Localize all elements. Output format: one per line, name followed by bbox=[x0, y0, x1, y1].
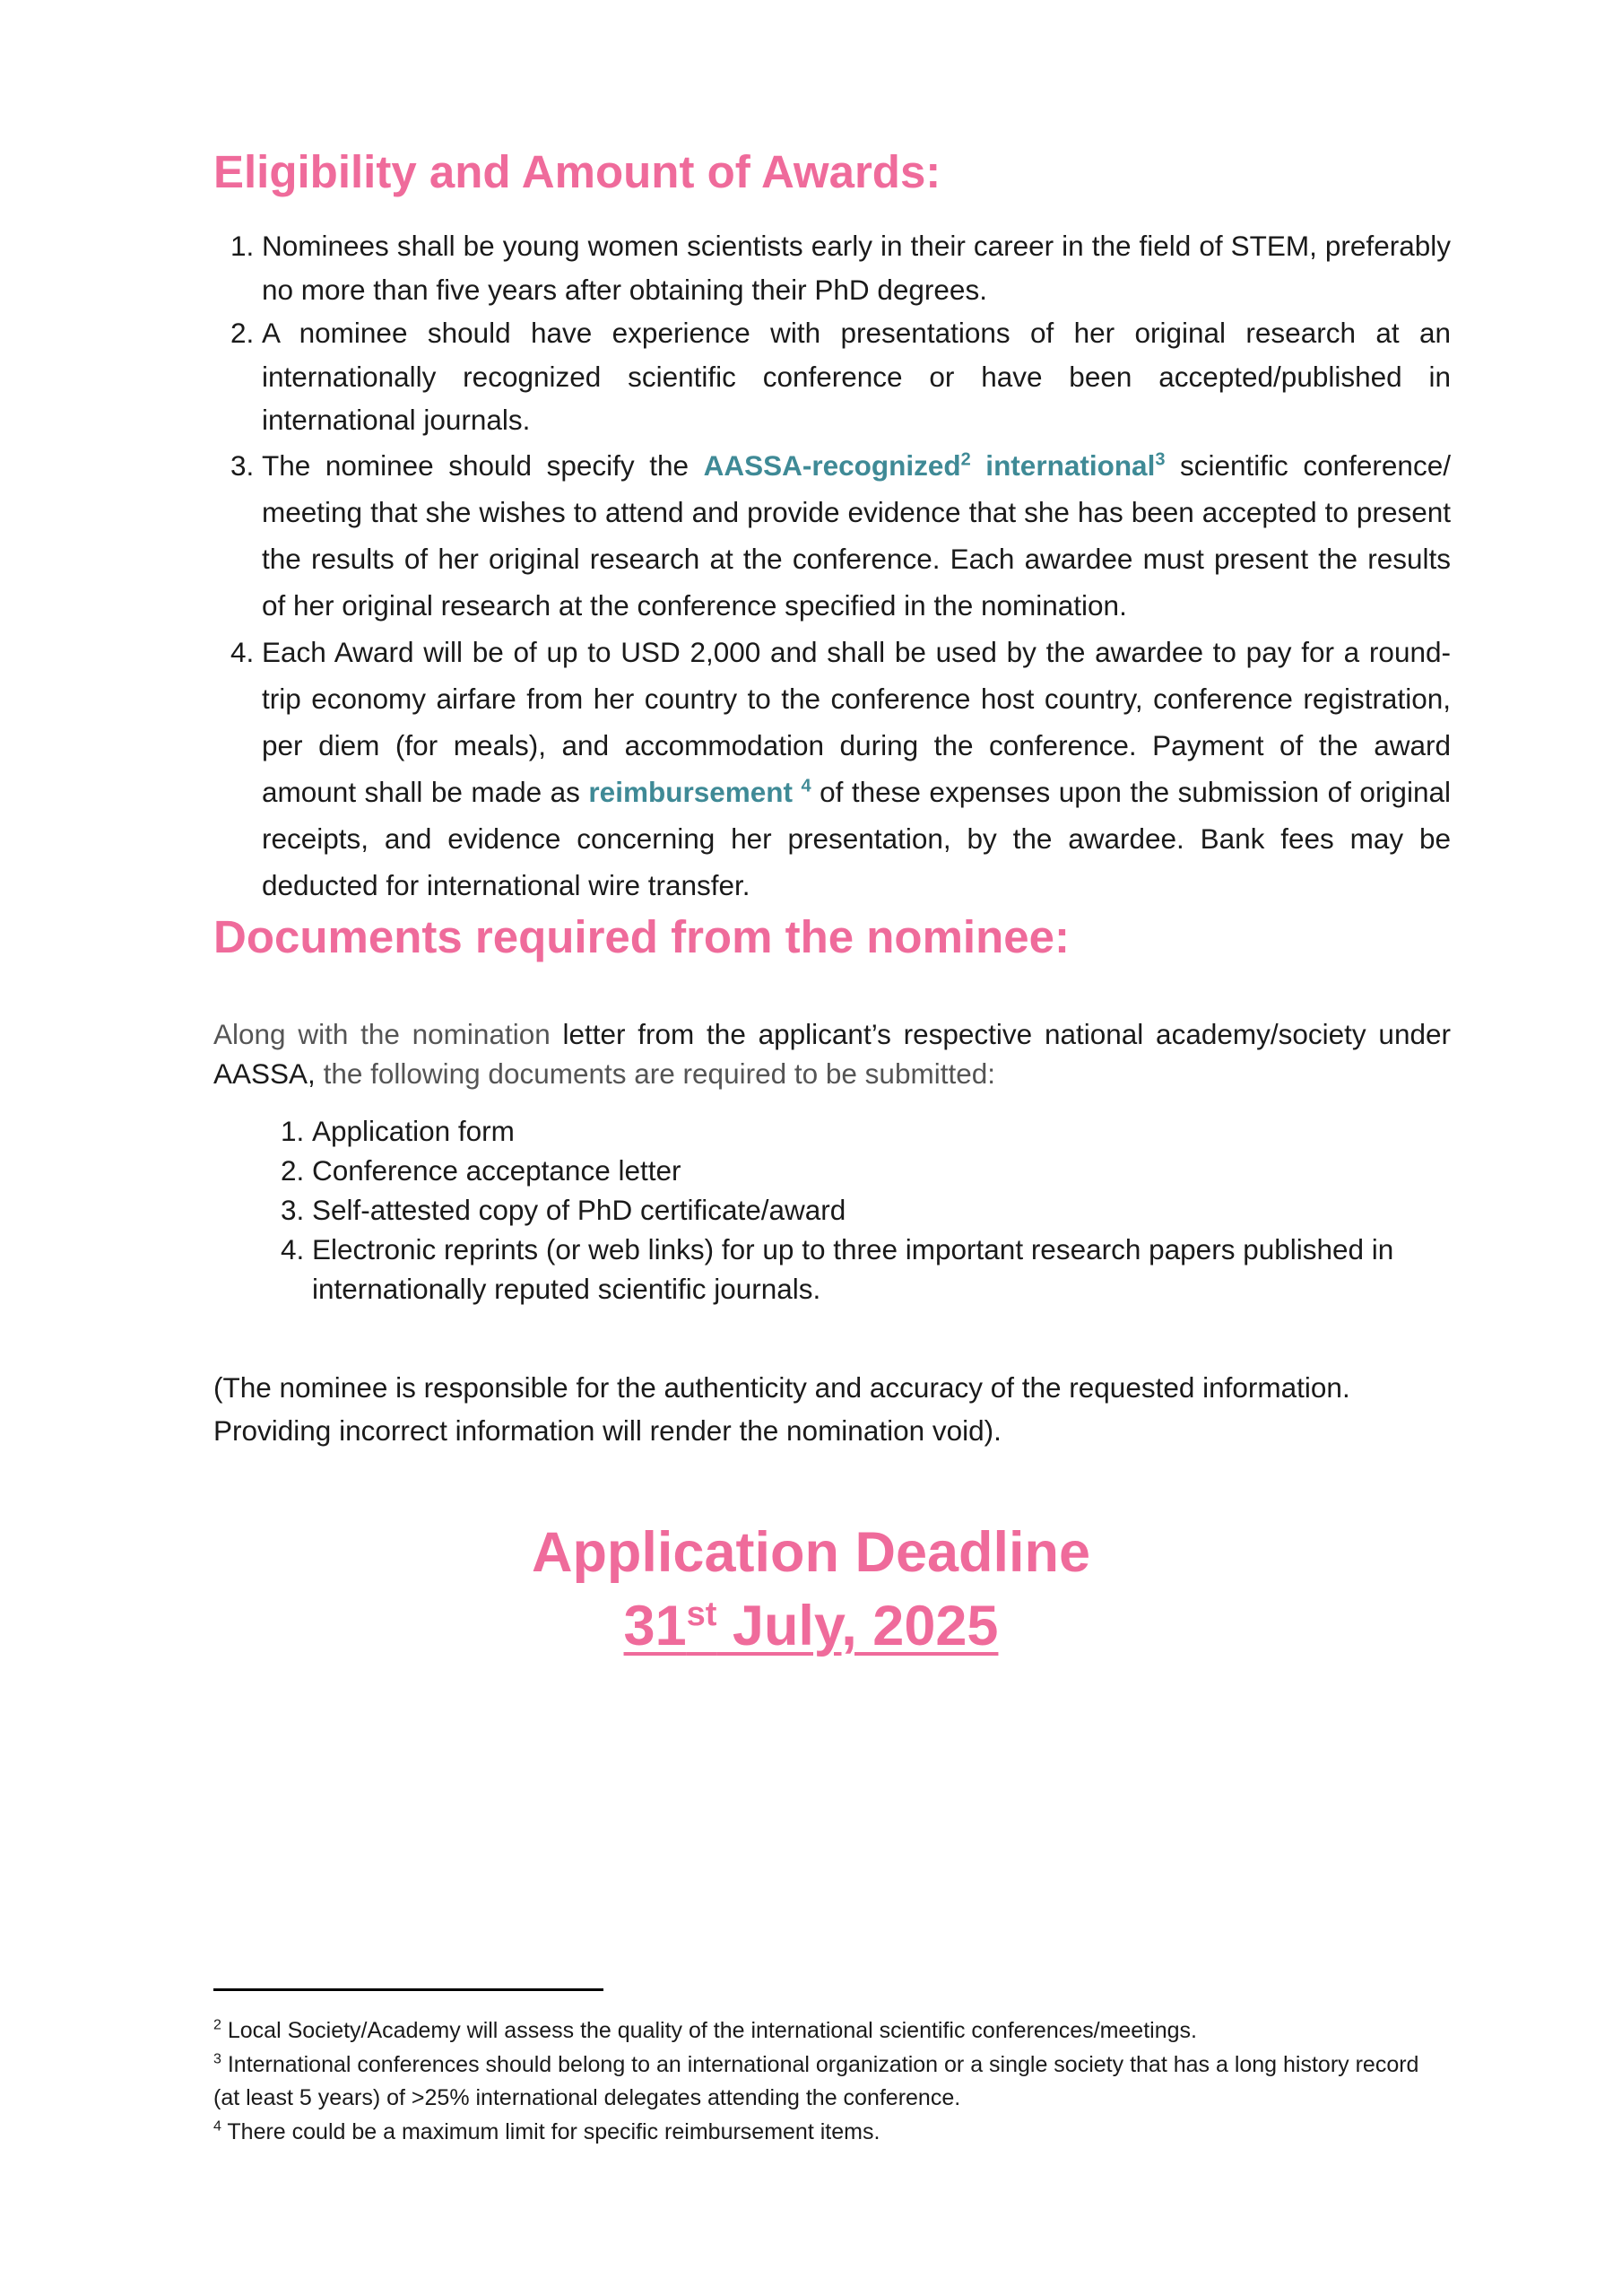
documents-list bbox=[213, 1111, 1451, 1309]
documents-intro-b: letter from the applicant’s respective national academy/society under AASSA, bbox=[213, 1017, 1451, 1090]
eligibility-item-4-post: of these expenses upon the submission of original receipts, and evidence concerning her presentation, by the awardee. Bank fees may be deducted for international wire transfer. bbox=[262, 775, 1451, 901]
eligibility-list bbox=[213, 224, 1451, 909]
footnote-ref-4[interactable]: 4 bbox=[801, 776, 811, 796]
eligibility-item-2-text: A nominee should have experience with presentations of her original research at an internationally recognized scientific conference or have been accepted/published in international journals. bbox=[262, 317, 1451, 436]
international-link-label: international bbox=[970, 448, 1156, 482]
documents-intro-c: the following documents are required to be submitted: bbox=[315, 1057, 995, 1090]
document-item-1: 1. Application form bbox=[312, 1111, 1451, 1151]
footnote-2 bbox=[213, 2014, 1451, 2048]
nominee-responsibility-note: (The nominee is responsible for the authenticity and accuracy of the requested information. Providing incorrect information will render the nomination void). bbox=[213, 1370, 1350, 1447]
eligibility-item-2 bbox=[262, 311, 1451, 442]
eligibility-item-4 bbox=[262, 629, 1451, 909]
deadline-title: Application Deadline bbox=[531, 1521, 1091, 1584]
deadline-month-year: July, 2025 bbox=[716, 1595, 999, 1657]
footnotes bbox=[213, 2014, 1451, 2149]
footnote-2-number: 2 bbox=[213, 2017, 221, 2033]
deadline-day: 31 bbox=[623, 1595, 687, 1657]
footnote-3 bbox=[213, 2048, 1451, 2116]
footnote-4-number: 4 bbox=[213, 2118, 221, 2135]
footnote-ref-2[interactable]: 2 bbox=[960, 449, 971, 469]
document-item-3: 3. Self-attested copy of PhD certificate/award bbox=[312, 1190, 1451, 1230]
footnote-3-number: 3 bbox=[213, 2051, 221, 2067]
deadline-day-suffix: st bbox=[686, 1596, 717, 1633]
main-content bbox=[213, 144, 1451, 1452]
eligibility-item-3-post: scientific conference/ meeting that she wishes to attend and provide evidence that she has been accepted to present the results of her original research at the conference. Each awardee must present the results of her original research at the conference specified in the nomination. bbox=[262, 448, 1451, 622]
eligibility-item-3-pre: The nominee should specify the bbox=[262, 448, 704, 482]
application-deadline bbox=[0, 1516, 1622, 1663]
deadline-date bbox=[624, 1589, 999, 1663]
international-link[interactable] bbox=[971, 449, 1166, 482]
footnote-4 bbox=[213, 2116, 1451, 2150]
footnote-3-text: International conferences should belong to an international organization or a single society that has a long history record (at least 5 years) of >25% international delegates attending the conference. bbox=[213, 2051, 1419, 2110]
aassa-recognized-link-label: AASSA-recognized bbox=[703, 448, 961, 482]
document-item-2: 2. Conference acceptance letter bbox=[312, 1151, 1451, 1190]
footnote-separator bbox=[213, 1988, 603, 1991]
eligibility-item-3 bbox=[262, 442, 1451, 629]
aassa-recognized-link[interactable] bbox=[704, 449, 971, 482]
eligibility-heading: Eligibility and Amount of Awards: bbox=[213, 146, 941, 197]
documents-intro-a: Along with the nomination bbox=[213, 1017, 551, 1050]
reimbursement-link-label: reimbursement bbox=[588, 775, 793, 808]
documents-heading: Documents required from the nominee: bbox=[213, 910, 1070, 962]
eligibility-item-1-text: Nominees shall be young women scientists early in their career in the field of STEM, preferably no more than five years after obtaining their PhD degrees. bbox=[262, 230, 1451, 306]
documents-intro bbox=[213, 1014, 1451, 1093]
eligibility-item-4-pre: Each Award will be of up to USD 2,000 and shall be used by the awardee to pay for a round-trip economy airfare from her country to the conference host country, conference registration, per diem (for meals), and accommodation during the conference. Payment of the award amount shall be made as bbox=[262, 635, 1451, 808]
reimbursement-link[interactable] bbox=[588, 776, 811, 808]
footnote-ref-3[interactable]: 3 bbox=[1155, 449, 1166, 469]
eligibility-item-1 bbox=[262, 224, 1451, 311]
footnote-4-text: There could be a maximum limit for specific reimbursement items. bbox=[221, 2118, 880, 2144]
document-item-4: 4. Electronic reprints (or web links) for up to three important research papers published in internationally reputed scientific journals. bbox=[312, 1230, 1451, 1309]
footnote-2-text: Local Society/Academy will assess the quality of the international scientific conferences/meetings. bbox=[221, 2018, 1197, 2043]
